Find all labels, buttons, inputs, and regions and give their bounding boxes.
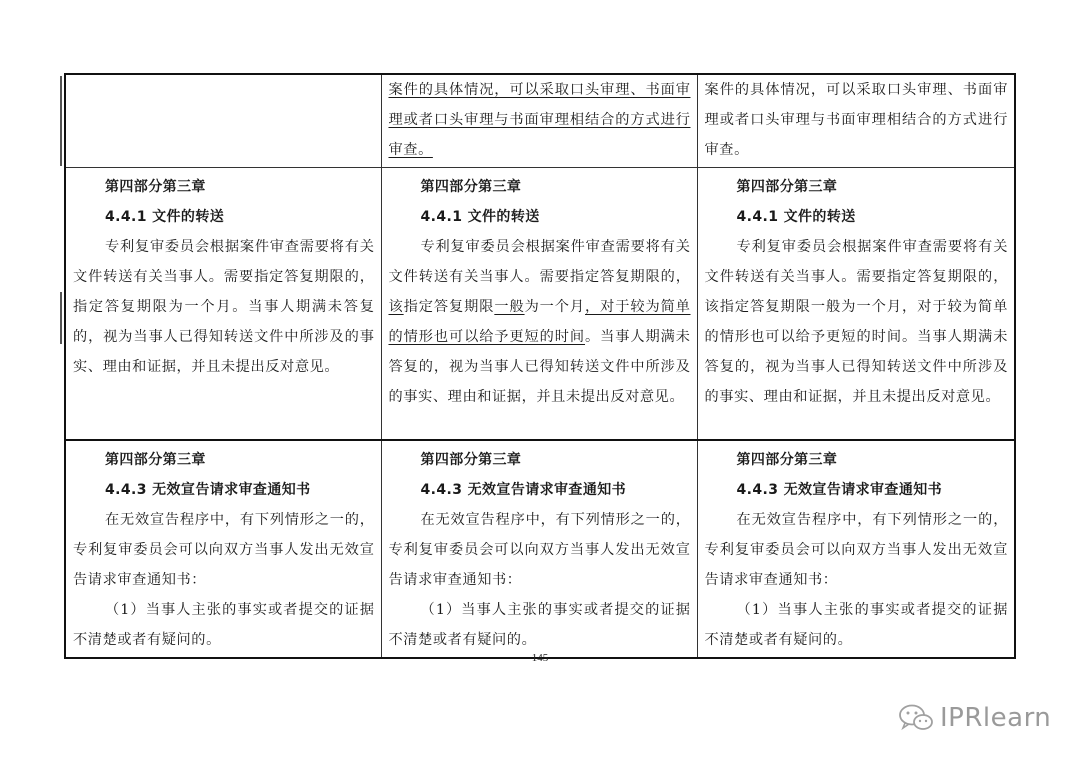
paragraph: （1）当事人主张的事实或者提交的证据不清楚或者有疑问的。 xyxy=(388,602,691,648)
chapter-heading: 第四部分第三章 xyxy=(420,179,522,195)
row2-col3 xyxy=(697,168,1015,441)
text-segment: 指定答复期限 xyxy=(403,299,495,315)
underlined-text: 一般 xyxy=(494,299,525,315)
paragraph: （1）当事人主张的事实或者提交的证据不清楚或者有疑问的。 xyxy=(73,602,375,648)
row1-col2 xyxy=(381,74,697,168)
chapter-heading: 第四部分第三章 xyxy=(736,452,838,468)
paragraph: 专利复审委员会根据案件审查需要将有关文件转送有关当事人。需要指定答复期限的，指定答复期限为一个月。当事人期满未答复的，视为当事人已得知转送文件中所涉及的事实、理由和证据，并且未提出反对意见。 xyxy=(73,239,375,375)
table-row xyxy=(65,440,1015,658)
underlined-text: 案件的具体情况，可以采取口头审理、书面审理或者口头审理与书面审理相结合的方式进行审查。 xyxy=(388,82,691,158)
page-number: 145 xyxy=(531,652,549,664)
row1-col3: 案件的具体情况，可以采取口头审理、书面审理或者口头审理与书面审理相结合的方式进行审查。 xyxy=(697,74,1015,168)
underlined-text: 该 xyxy=(388,299,404,315)
section-heading: 4.4.1 文件的转送 xyxy=(736,209,856,225)
paragraph: （1）当事人主张的事实或者提交的证据不清楚或者有疑问的。 xyxy=(704,602,1008,648)
paragraph: 专利复审委员会根据案件审查需要将有关文件转送有关当事人。需要指定答复期限的，该指定答复期限一般为一个月，对于较为简单的情形也可以给予更短的时间。当事人期满未答复的，视为当事人已得知转送文件中所涉及的事实、理由和证据，并且未提出反对意见。 xyxy=(704,239,1008,405)
paragraph: 在无效宣告程序中，有下列情形之一的，专利复审委员会可以向双方当事人发出无效宣告请求审查通知书： xyxy=(704,512,1008,588)
watermark xyxy=(898,700,1051,736)
row1-col1 xyxy=(65,74,381,168)
wechat-icon xyxy=(898,703,934,733)
row3-col3 xyxy=(697,440,1015,658)
text-segment: 专利复审委员会根据案件审查需要将有关文件转送有关当事人。需要指定答复期限的， xyxy=(388,239,691,285)
section-heading: 4.4.3 无效宣告请求审查通知书 xyxy=(736,482,943,498)
chapter-heading: 第四部分第三章 xyxy=(105,452,206,468)
row2-col2 xyxy=(381,168,697,441)
row3-col1 xyxy=(65,440,381,658)
section-heading: 4.4.1 文件的转送 xyxy=(105,209,225,225)
comparison-table xyxy=(64,73,1016,659)
paragraph: 在无效宣告程序中，有下列情形之一的，专利复审委员会可以向双方当事人发出无效宣告请求审查通知书： xyxy=(388,512,691,588)
section-heading: 4.4.1 文件的转送 xyxy=(420,209,540,225)
paragraph: 在无效宣告程序中，有下列情形之一的，专利复审委员会可以向双方当事人发出无效宣告请求审查通知书： xyxy=(73,512,375,588)
table-row xyxy=(65,74,1015,168)
revision-bar xyxy=(60,76,62,166)
watermark-text: IPRlearn xyxy=(940,703,1052,733)
revision-bar xyxy=(60,292,62,344)
text-segment: 。当事人期满未答复的，视为当事人已得知转送文件中所涉及的事实、理由和证据，并且未提出反对意见。 xyxy=(388,329,691,405)
text-segment: 为一个月 xyxy=(524,299,586,315)
underlined-text: ，对于较为简单的情形也可以给予更短的时间 xyxy=(388,299,691,345)
section-heading: 4.4.3 无效宣告请求审查通知书 xyxy=(105,482,311,498)
row3-col2 xyxy=(381,440,697,658)
chapter-heading: 第四部分第三章 xyxy=(105,179,206,195)
paragraph xyxy=(389,232,691,412)
section-heading: 4.4.3 无效宣告请求审查通知书 xyxy=(420,482,627,498)
table-row xyxy=(65,168,1015,441)
chapter-heading: 第四部分第三章 xyxy=(420,452,522,468)
chapter-heading: 第四部分第三章 xyxy=(736,179,838,195)
row2-col1 xyxy=(65,168,381,441)
